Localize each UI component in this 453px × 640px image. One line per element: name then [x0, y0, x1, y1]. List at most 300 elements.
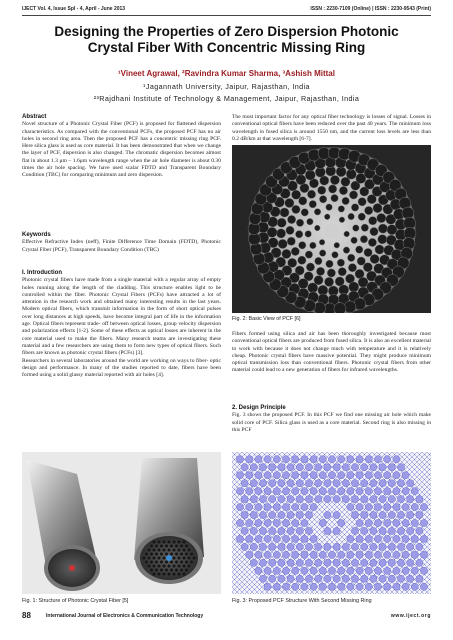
air-hole [388, 495, 395, 502]
air-hole [333, 527, 340, 534]
title-line-1: Designing the Properties of Zero Dispersion Photonic [54, 24, 399, 39]
air-hole [356, 456, 363, 463]
air-hole [309, 200, 317, 208]
air-hole [349, 282, 359, 292]
air-hole [349, 191, 357, 199]
air-hole [365, 456, 372, 463]
air-hole [250, 527, 257, 534]
air-hole [310, 472, 317, 479]
air-hole [397, 575, 404, 582]
air-hole [246, 503, 253, 510]
air-hole [361, 480, 368, 487]
air-hole [347, 254, 355, 262]
air-hole [190, 561, 193, 564]
air-hole [241, 464, 248, 471]
air-hole [315, 464, 322, 471]
air-hole [170, 561, 173, 564]
issn: ISSN : 2230-7109 (Online) | ISSN : 2230-9543 (Print) [310, 6, 431, 12]
journal-name: International Journal of Electronics & Communication Technology [46, 613, 204, 619]
air-hole [160, 553, 163, 556]
air-hole [185, 569, 188, 572]
core-glow-right [166, 555, 172, 561]
air-hole [278, 464, 285, 471]
air-hole [347, 583, 354, 590]
air-hole [351, 204, 359, 212]
air-hole [393, 567, 400, 574]
intro-p1: Photonic crystal fibers have made from a single material with a regular array of empty holes running along the length of the cladding. This structure enables light to be controlled within the fiber. Photonic Crystal Fibers (PCFs) have attracted a lot of attention in the research work and obtained many interesting results in the last years. Modern optical fibers, which transmit information in the form of short optical pulses over long distances at high speeds, have become integral part of life in the information age. Optical fibers represent trade- off between optical losses, group velocity dispersion and polarization effects [1-2]. Some of these effects as optical losses are inherent in the core material used to make the fibers. Many research teams are investigating these material and a few researchers are using them to form new types of optical fibers. Such fibers are known as photonic crystal fibers (PCFs) [3]. [22, 277, 221, 357]
air-hole [307, 218, 314, 225]
air-hole [374, 583, 381, 590]
air-hole [269, 575, 276, 582]
air-hole [264, 519, 271, 526]
air-hole [384, 583, 391, 590]
air-hole [168, 541, 171, 544]
air-hole [310, 551, 317, 558]
air-hole [342, 197, 350, 205]
air-hole [338, 583, 345, 590]
air-hole [374, 503, 381, 510]
air-hole [411, 503, 418, 510]
air-hole [365, 503, 372, 510]
air-hole [397, 495, 404, 502]
air-hole [143, 557, 146, 560]
air-hole [319, 551, 326, 558]
air-hole [269, 527, 276, 534]
air-hole [378, 235, 387, 244]
keywords-heading: Keywords [22, 232, 51, 238]
air-hole [264, 472, 271, 479]
running-header [22, 6, 431, 16]
air-hole [292, 583, 299, 590]
air-hole [287, 215, 295, 223]
air-hole [301, 519, 308, 526]
air-hole [388, 575, 395, 582]
air-hole [250, 543, 257, 550]
air-hole [259, 527, 266, 534]
air-hole [185, 545, 188, 548]
air-hole [334, 242, 340, 248]
air-hole [173, 541, 176, 544]
air-hole [407, 495, 414, 502]
air-hole [416, 575, 423, 582]
air-hole [342, 559, 349, 566]
air-hole [307, 190, 315, 198]
figure-3-caption: Fig. 3: Proposed PCF Structure With Second Missing Ring [232, 598, 372, 604]
air-hole [292, 456, 299, 463]
air-hole [305, 251, 313, 259]
solid-core [324, 223, 340, 239]
air-hole [397, 559, 404, 566]
air-hole [328, 472, 335, 479]
air-hole [296, 495, 303, 502]
air-hole [319, 519, 326, 526]
air-hole [273, 551, 280, 558]
air-hole [278, 511, 285, 518]
air-hole [339, 186, 347, 194]
air-hole [393, 456, 400, 463]
air-hole [370, 464, 377, 471]
air-hole [278, 495, 285, 502]
air-hole [292, 503, 299, 510]
air-hole [328, 488, 335, 495]
air-hole [165, 569, 168, 572]
air-hole [407, 575, 414, 582]
air-hole [241, 543, 248, 550]
air-hole [165, 561, 168, 564]
page-footer [22, 613, 431, 625]
air-hole [236, 456, 243, 463]
air-hole [291, 190, 300, 199]
air-hole [287, 559, 294, 566]
air-hole [310, 488, 317, 495]
air-hole [374, 567, 381, 574]
air-hole [282, 456, 289, 463]
air-hole [305, 543, 312, 550]
air-hole [292, 551, 299, 558]
air-hole [351, 575, 358, 582]
air-hole [416, 495, 423, 502]
air-hole [183, 557, 186, 560]
air-hole [264, 583, 271, 590]
air-hole [365, 488, 372, 495]
air-hole [351, 527, 358, 534]
air-hole [286, 226, 294, 234]
air-hole [153, 549, 156, 552]
air-hole [384, 503, 391, 510]
air-hole [373, 203, 382, 212]
air-hole [188, 549, 191, 552]
air-hole [315, 559, 322, 566]
air-hole [384, 535, 391, 542]
air-hole [246, 456, 253, 463]
air-hole [314, 209, 321, 216]
figure-2-pcf-micrograph [232, 145, 431, 313]
air-hole [402, 472, 409, 479]
air-hole [292, 535, 299, 542]
air-hole [353, 225, 360, 232]
air-hole [264, 503, 271, 510]
air-hole [348, 263, 356, 271]
air-hole [173, 549, 176, 552]
air-hole [173, 565, 176, 568]
air-hole [364, 248, 372, 256]
air-hole [308, 283, 318, 293]
air-hole [145, 561, 148, 564]
intro-section [22, 270, 221, 379]
air-hole [420, 503, 427, 510]
air-hole [287, 511, 294, 518]
air-hole [374, 456, 381, 463]
air-hole [333, 575, 340, 582]
air-hole [402, 583, 409, 590]
abstract-section [22, 114, 221, 180]
air-hole [368, 238, 376, 246]
air-hole [374, 472, 381, 479]
air-hole [269, 543, 276, 550]
air-hole [148, 549, 151, 552]
air-hole [365, 519, 372, 526]
air-hole [259, 511, 266, 518]
air-hole [250, 464, 257, 471]
air-hole [185, 553, 188, 556]
air-hole [264, 551, 271, 558]
air-hole [338, 206, 345, 213]
air-hole [178, 573, 181, 576]
air-hole [393, 535, 400, 542]
air-hole [365, 567, 372, 574]
air-hole [324, 543, 331, 550]
air-hole [310, 583, 317, 590]
air-hole [356, 583, 363, 590]
air-hole [319, 472, 326, 479]
air-hole [369, 217, 377, 225]
air-hole [273, 583, 280, 590]
air-hole [282, 472, 289, 479]
air-hole [301, 472, 308, 479]
air-hole [370, 495, 377, 502]
air-hole [236, 503, 243, 510]
air-hole [393, 583, 400, 590]
air-hole [277, 218, 286, 227]
air-hole [264, 567, 271, 574]
air-hole [347, 551, 354, 558]
air-hole [388, 511, 395, 518]
design-heading: 2. Design Principle [232, 405, 286, 411]
figure-2-caption: Fig. 2: Basic View of PCF [6] [232, 316, 301, 322]
air-hole [165, 553, 168, 556]
air-hole [298, 256, 306, 264]
air-hole [259, 575, 266, 582]
air-hole [338, 567, 345, 574]
air-hole [183, 541, 186, 544]
air-hole [327, 269, 335, 277]
air-hole [250, 559, 257, 566]
air-hole [379, 543, 386, 550]
air-hole [163, 573, 166, 576]
air-hole [255, 551, 262, 558]
air-hole [393, 519, 400, 526]
air-hole [370, 254, 379, 263]
air-hole [246, 488, 253, 495]
air-hole [347, 472, 354, 479]
air-hole [273, 519, 280, 526]
air-hole [236, 519, 243, 526]
air-hole [411, 535, 418, 542]
right-col-p2: Fibers formed using silica and air has been thoroughly investigated because most conventional optical fibers are produced from fused silica. It is also an excellent material to work with because it does not change much with temperature and it is relatively cheap. Photonic crystal fibers have massive potential. They might produce minimum optical transmission loss than conventional fibers. Photonic crystal fibers from other material could lead to a new generation of fibers for infrared wavelengths. [232, 331, 431, 374]
air-hole [331, 194, 339, 202]
air-hole [287, 543, 294, 550]
air-hole [301, 583, 308, 590]
air-hole [296, 575, 303, 582]
air-hole [370, 543, 377, 550]
air-hole [160, 561, 163, 564]
air-hole [315, 495, 322, 502]
air-hole [305, 464, 312, 471]
air-hole [305, 495, 312, 502]
air-hole [333, 511, 340, 518]
air-hole [324, 559, 331, 566]
air-hole [397, 480, 404, 487]
air-hole [180, 569, 183, 572]
air-hole [384, 567, 391, 574]
air-hole [351, 543, 358, 550]
air-hole [255, 519, 262, 526]
air-hole [342, 495, 349, 502]
air-hole [173, 557, 176, 560]
air-hole [360, 235, 368, 243]
air-hole [155, 569, 158, 572]
keywords-section [22, 232, 221, 254]
air-hole [158, 549, 161, 552]
air-hole [357, 257, 365, 265]
air-hole [364, 206, 372, 214]
air-hole [379, 480, 386, 487]
air-hole [180, 561, 183, 564]
air-hole [153, 565, 156, 568]
air-hole [314, 225, 320, 231]
air-hole [273, 503, 280, 510]
air-hole [255, 535, 262, 542]
air-hole [168, 549, 171, 552]
air-hole [324, 214, 330, 220]
air-hole [246, 472, 253, 479]
air-hole [310, 242, 317, 249]
air-hole [397, 464, 404, 471]
air-hole [339, 217, 345, 223]
figure-3-proposed-pcf [232, 452, 431, 594]
air-hole [402, 488, 409, 495]
intro-p2: Researchers in several laboratories around the world are working on ways to fiber- optic design and performance. In many of the studies reported to date, fibers have been formed using a solid glassy material reported with air holes [4]. [22, 357, 221, 379]
figure-1-caption: Fig. 1: Structure of Photonic Crystal Fiber [5] [22, 598, 129, 604]
figure-1-pcf-structure [22, 452, 221, 594]
air-hole [296, 511, 303, 518]
air-hole [255, 503, 262, 510]
air-hole [397, 543, 404, 550]
air-hole [269, 480, 276, 487]
air-hole [236, 488, 243, 495]
air-hole [420, 535, 427, 542]
air-hole [282, 567, 289, 574]
page-number: 88 [22, 611, 31, 620]
air-hole [259, 559, 266, 566]
air-hole [344, 231, 350, 237]
air-hole [246, 535, 253, 542]
air-hole [333, 495, 340, 502]
air-hole [259, 464, 266, 471]
air-hole [361, 511, 368, 518]
air-hole [338, 488, 345, 495]
air-hole [388, 480, 395, 487]
air-hole [278, 239, 287, 248]
air-hole [393, 488, 400, 495]
air-hole [183, 565, 186, 568]
air-hole [278, 527, 285, 534]
air-hole [328, 567, 335, 574]
air-hole [407, 527, 414, 534]
air-hole [333, 559, 340, 566]
air-hole [188, 557, 191, 560]
air-hole [306, 263, 314, 271]
air-hole [388, 543, 395, 550]
air-hole [301, 535, 308, 542]
air-hole [374, 488, 381, 495]
air-hole [379, 527, 386, 534]
air-hole [282, 519, 289, 526]
air-hole [287, 480, 294, 487]
air-hole [407, 480, 414, 487]
air-hole [351, 559, 358, 566]
air-hole [241, 511, 248, 518]
air-hole [324, 495, 331, 502]
air-hole [269, 559, 276, 566]
air-hole [315, 575, 322, 582]
air-hole [296, 464, 303, 471]
air-hole [301, 567, 308, 574]
air-hole [287, 495, 294, 502]
air-hole [269, 495, 276, 502]
air-hole [273, 535, 280, 542]
air-hole [361, 559, 368, 566]
abstract-heading: Abstract [22, 114, 47, 120]
air-hole [158, 573, 161, 576]
air-hole [361, 543, 368, 550]
air-hole [292, 205, 300, 213]
air-hole [163, 557, 166, 560]
air-hole [287, 527, 294, 534]
air-hole [338, 472, 345, 479]
air-hole [328, 185, 336, 193]
air-hole [278, 575, 285, 582]
air-hole [365, 551, 372, 558]
air-hole [342, 575, 349, 582]
right-col-p1: The most important factor for any optical fiber technology is losses of signal. Losses in conventional optical fibers have been reduced over the past 40 years. The minimum loss wavelength in fused silica is around 1550 nm, and the current loss levels are less than 0.2 dB/km at that wavelength [6-7]. [232, 114, 431, 142]
air-hole [402, 503, 409, 510]
air-hole [378, 224, 387, 233]
paper-title [30, 24, 423, 56]
air-hole [416, 543, 423, 550]
air-hole [282, 488, 289, 495]
air-hole [296, 480, 303, 487]
air-hole [384, 472, 391, 479]
air-hole [278, 480, 285, 487]
air-hole [305, 559, 312, 566]
air-hole [170, 553, 173, 556]
air-hole [338, 456, 345, 463]
air-hole [393, 503, 400, 510]
air-hole [333, 464, 340, 471]
air-hole [255, 456, 262, 463]
air-hole [287, 237, 295, 245]
air-hole [241, 480, 248, 487]
air-hole [420, 519, 427, 526]
air-hole [347, 567, 354, 574]
air-hole [158, 557, 161, 560]
air-hole [333, 480, 340, 487]
air-hole [250, 480, 257, 487]
air-hole [175, 569, 178, 572]
air-hole [259, 495, 266, 502]
air-hole [319, 456, 326, 463]
air-hole [165, 545, 168, 548]
air-hole [342, 464, 349, 471]
air-hole [347, 535, 354, 542]
air-hole [305, 511, 312, 518]
air-hole [342, 543, 349, 550]
air-hole [178, 541, 181, 544]
air-hole [402, 519, 409, 526]
air-hole [264, 488, 271, 495]
abstract-text: Novel structure of a Photonic Crystal Fiber (PCF) is proposed for flattened dispersion characteristics. As compared with the conventional PCFs, the proposed PCF has no air holes in second ring area. Then the proposed PCF has a concentric missing ring PCF. Here silica glass is used as core material. It has been demonstrated that when we change the layer of PCF, dispersion is also changed. The chromatic dispersion becomes almost flat in about 1.3 μm – 1.6μm wavelength range when the air hole diameter is about 0.30 times the air hole spacing. We have used scalar FDTD and Transparent Boundary Condition (TBC) for comparing minimum and zero dispersion. [22, 121, 221, 179]
